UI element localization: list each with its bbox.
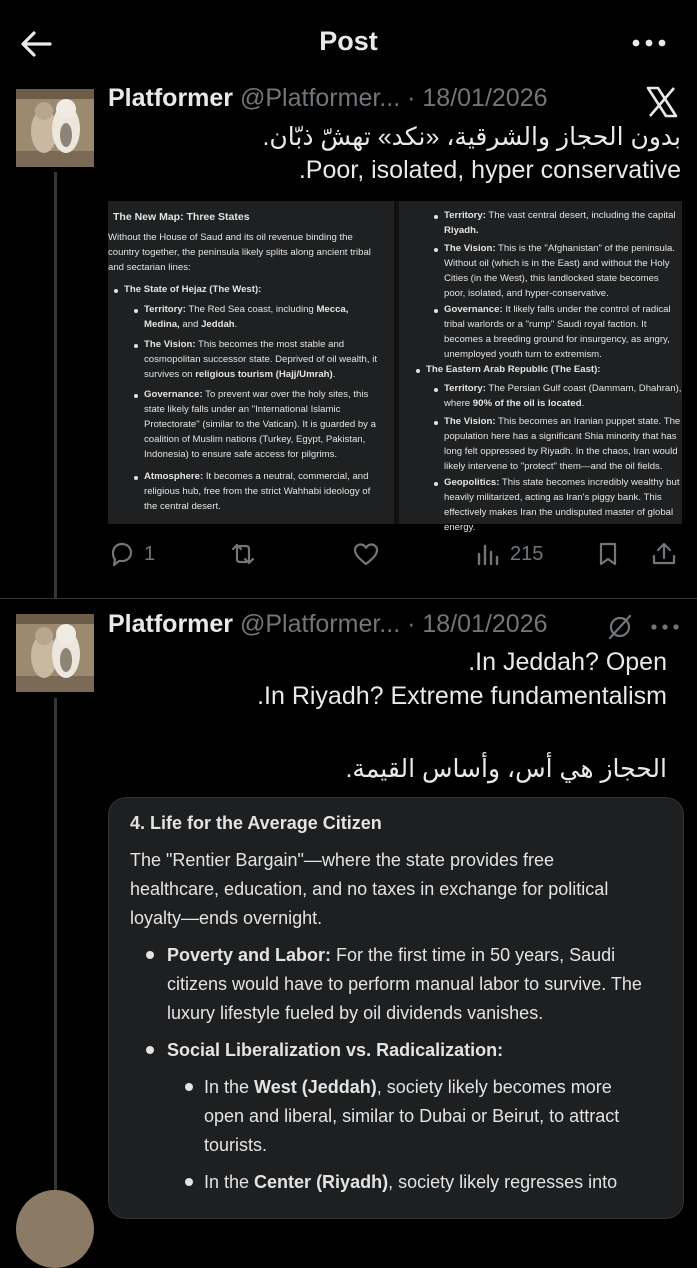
card-text: luxury lifestyle fueled by oil dividends vanishes. (167, 1003, 544, 1023)
card-text: Social Liberalization vs. Radicalization: (167, 1040, 504, 1060)
author-handle[interactable]: @Platformer... (240, 610, 401, 638)
page-title: Post (319, 26, 378, 56)
post-text-line: الحجاز هي أس، وأساس القيمة. (345, 755, 667, 783)
post-date[interactable]: 18/01/2026 (422, 610, 548, 638)
card-heading: 4. Life for the Average Citizen (130, 813, 382, 833)
media-left-panel: The New Map: Three States Without the House of Saud and its oil revenue binding the country together, the peninsula likely splits along ancient tribal and sectarian lines: The State of Hejaz (The West): Territory: The Red Sea coast, including Mecca, Medina, and Jeddah. The Vision: This becomes the most stable and cosmopolitan successor state. Deprived of oil wealth, it survives on religious tourism (Hajj/Umrah). Governance: To prevent war over the holy sites, this state likely falls under an "International Islamic Protectorate" (similar to the Vatican). It is guarded by a coalition of Muslim nations (Turkey, Egypt, Pakistan, Indonesia) to ensure safe access for pilgrims. Atmosphere: It becomes a neutral, commercial, and religious hub, free from the strict Wahhabi ideology of the central desert. (108, 201, 394, 524)
more-horizontal-icon[interactable] (631, 30, 667, 56)
bookmark-icon (594, 540, 622, 568)
post-media-image[interactable] (108, 797, 684, 1219)
author-name[interactable]: Platformer (108, 610, 234, 638)
reply-icon (108, 540, 136, 568)
media-right-panel: Territory: The vast central desert, including the capital Riyadh. The Vision: This is the "Afghanistan" of the peninsula. Without oil (which is in the East) and without the Holy Cities (in the West), this landlocked state becomes poor, isolated, and hyper-conservative. Governance: It likely falls under the control of radical tribal warlords or a "rump" Saudi royal faction. It becomes a breeding ground for insurgency, as angry, unemployed youth turn to extremism. The Eastern Arab Republic (The East): Territory: The Persian Gulf coast (Dammam, Dhahran), where 90% of the oil is located. The Vision: This becomes an Iranian puppet state. The population here has a significant Shia minority that has long felt oppressed by Riyadh. In the chaos, Iran would likely intervene to "protect" them—and the oil fields. Geopolitics: This state becomes incredibly wealthy but heavily militarized, acting as Iran's piggy bank. This effectively makes Iran the undisputed master of global energy. (399, 201, 682, 524)
card-text: healthcare, education, and no taxes in exchange for political (130, 879, 609, 899)
card-text: open and liberal, similar to Dubai or Beirut, to attract (204, 1106, 620, 1126)
media-text: country together, the peninsula likely splits along ancient tribal (108, 247, 371, 258)
heart-icon (352, 540, 380, 568)
repost-button[interactable] (229, 534, 257, 574)
post-media-image[interactable] (108, 201, 682, 533)
media-text: and sectarian lines: (108, 262, 191, 273)
post-divider (0, 598, 697, 599)
post-date[interactable]: 18/01/2026 (422, 84, 548, 112)
card-text: In the Center (Riyadh), society likely regresses into (204, 1172, 618, 1192)
post-header (108, 610, 548, 642)
x-logo-icon[interactable] (645, 86, 679, 118)
post-text-line: بدون الحجاز والشرقية، «نكد» تهشّ ذبّان. (262, 123, 681, 151)
author-name[interactable]: Platformer (108, 84, 234, 112)
share-icon (650, 540, 678, 568)
repost-icon (229, 540, 257, 568)
views-button[interactable] (474, 534, 543, 574)
media-heading: The New Map: Three States (113, 211, 250, 223)
author-handle[interactable]: @Platformer... (240, 84, 401, 112)
post-text-line: .In Riyadh? Extreme fundamentalism (257, 682, 667, 710)
card-text: Poverty and Labor: For the first time in 50 years, Saudi (167, 945, 616, 965)
reply-button[interactable] (108, 534, 155, 574)
card-text: tourists. (204, 1135, 268, 1155)
bookmark-button[interactable] (594, 534, 622, 574)
share-button[interactable] (650, 534, 678, 574)
more-horizontal-icon[interactable] (650, 620, 680, 634)
card-text: citizens would have to perform manual labor to survive. The (167, 974, 642, 994)
grok-icon[interactable] (606, 613, 634, 641)
avatar[interactable] (16, 1190, 94, 1268)
views-chart-icon (474, 540, 502, 568)
like-button[interactable] (352, 534, 380, 574)
avatar[interactable] (16, 89, 94, 167)
card-text: loyalty—ends overnight. (130, 908, 323, 928)
post-text-line: .Poor, isolated, hyper conservative (298, 156, 681, 184)
separator: · (407, 84, 416, 112)
separator: · (407, 610, 416, 638)
avatar[interactable] (16, 614, 94, 692)
post-header (108, 84, 548, 116)
reply-count: 1 (144, 542, 156, 565)
views-count: 215 (510, 542, 544, 565)
thread-line (54, 172, 57, 598)
media-text: The State of Hejaz (The West): (124, 284, 262, 295)
media-text: Without the House of Saud and its oil revenue binding the (108, 232, 353, 243)
card-text: In the West (Jeddah), society likely becomes more (204, 1077, 612, 1097)
post-actions (108, 534, 682, 574)
thread-line (54, 698, 57, 1200)
post-text-line: .In Jeddah? Open (468, 648, 667, 676)
top-bar (0, 0, 697, 86)
card-text: The "Rentier Bargain"—where the state provides free (130, 850, 554, 870)
